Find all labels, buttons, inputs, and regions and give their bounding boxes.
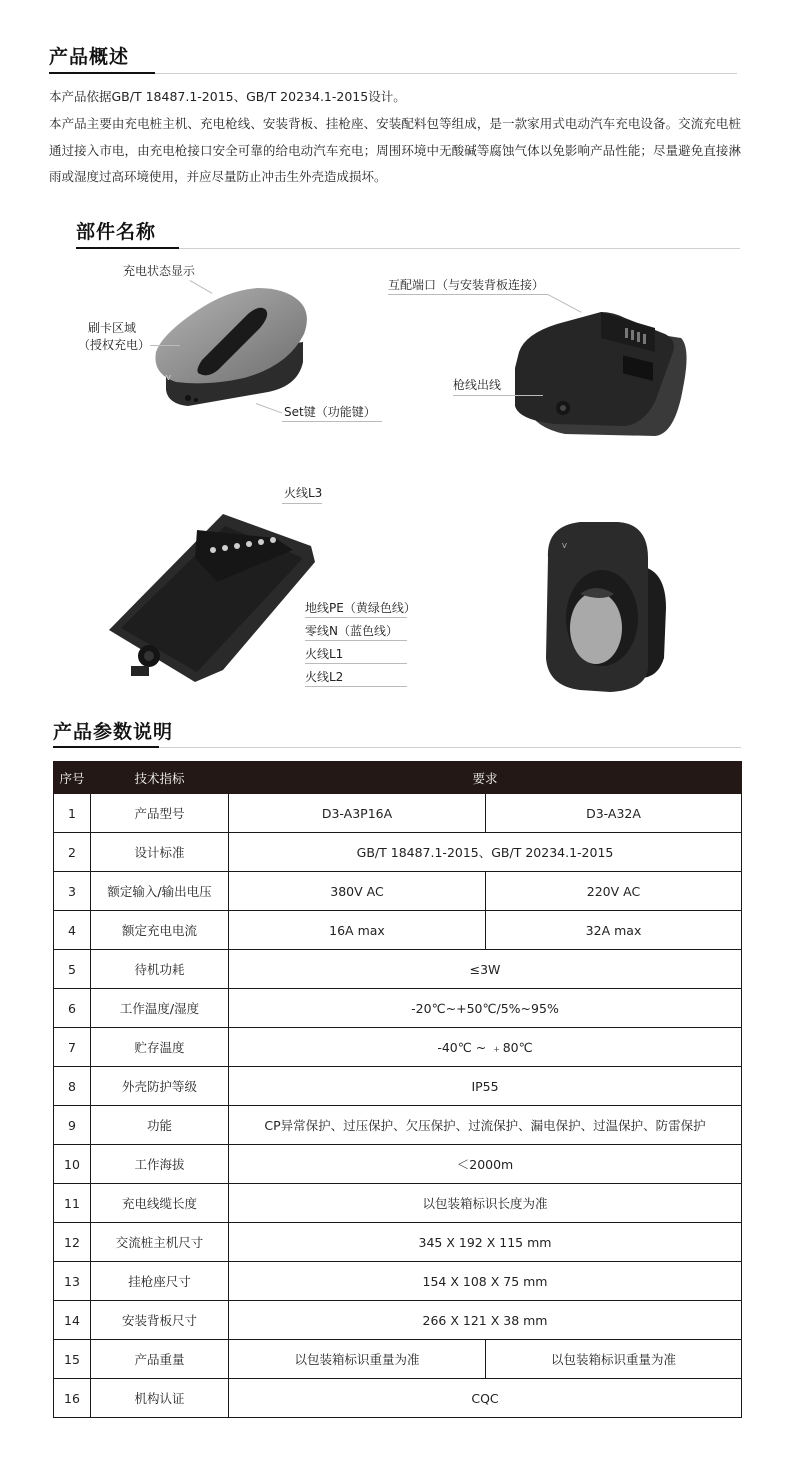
cell-value-b: 以包装箱标识重量为准 [486, 1340, 742, 1379]
cell-value-b: 220V AC [486, 872, 742, 911]
cell-value: -20℃~+50℃/5%~95% [229, 989, 742, 1028]
leader-cable-out [453, 395, 543, 396]
table-row [54, 911, 742, 950]
overview-paragraph-2: 本产品主要由充电桩主机、充电枪线、安装背板、挂枪座、安装配料包等组成，是一款家用式电动汽车充电设备。交流充电桩通过接入市电，由充电枪接口安全可靠的给电动汽车充电；周围环境中无酸碱等腐蚀气体以免影响产品性能；尽量避免直接淋雨或湿度过高环境使用，并应尽量防止冲击生外壳造成损坏。 [49, 116, 741, 184]
label-ground-pe: 地线PE（黄绿色线） [305, 601, 416, 615]
cell-value: 345 X 192 X 115 mm [229, 1223, 742, 1262]
header-no: 序号 [54, 762, 91, 794]
header-requirement: 要求 [229, 762, 742, 794]
cell-no: 13 [54, 1262, 91, 1301]
cell-value-a: D3-A3P16A [229, 794, 486, 833]
cell-spec: 产品重量 [91, 1340, 229, 1379]
table-row [54, 1184, 742, 1223]
leader-neutral-n [305, 640, 407, 641]
cell-value-a: 16A max [229, 911, 486, 950]
cell-value: CQC [229, 1379, 742, 1418]
cell-spec: 工作海拔 [91, 1145, 229, 1184]
table-row [54, 1067, 742, 1106]
params-table-header [54, 762, 742, 794]
params-title: 产品参数说明 [53, 721, 174, 743]
params-table [53, 761, 742, 1418]
cell-value-b: 32A max [486, 911, 742, 950]
cell-no: 2 [54, 833, 91, 872]
cell-value: 266 X 121 X 38 mm [229, 1301, 742, 1340]
cell-value-a: 380V AC [229, 872, 486, 911]
cell-no: 1 [54, 794, 91, 833]
mounting-backplate-image [505, 298, 693, 440]
table-row [54, 1223, 742, 1262]
cell-value: -40℃ ~ ﹢80℃ [229, 1028, 742, 1067]
logo-mark-main: V [166, 374, 171, 382]
logo-mark-holder: V [562, 542, 567, 550]
cell-value: ≤3W [229, 950, 742, 989]
leader-live-l3 [282, 503, 322, 504]
leader-live-l1 [305, 663, 407, 664]
label-live-l1: 火线L1 [305, 647, 344, 661]
cell-no: 14 [54, 1301, 91, 1340]
label-neutral-n: 零线N（蓝色线） [305, 624, 398, 638]
label-live-l2: 火线L2 [305, 670, 344, 684]
table-row [54, 1340, 742, 1379]
cell-value-a: 以包装箱标识重量为准 [229, 1340, 486, 1379]
cell-no: 4 [54, 911, 91, 950]
cell-spec: 贮存温度 [91, 1028, 229, 1067]
cell-spec: 额定充电电流 [91, 911, 229, 950]
leader-mating-port [388, 294, 548, 295]
cell-spec: 外壳防护等级 [91, 1067, 229, 1106]
label-card-area-sub: （授权充电） [78, 338, 151, 352]
table-row [54, 1145, 742, 1184]
cell-spec: 额定输入/输出电压 [91, 872, 229, 911]
header-spec: 技术指标 [91, 762, 229, 794]
cell-spec: 挂枪座尺寸 [91, 1262, 229, 1301]
table-row [54, 1028, 742, 1067]
cell-no: 12 [54, 1223, 91, 1262]
terminal-block-image [105, 510, 320, 690]
cell-spec: 产品型号 [91, 794, 229, 833]
overview-paragraph-1: 本产品依据GB/T 18487.1-2015、GB/T 20234.1-2015设计。 [49, 89, 406, 104]
table-row [54, 1106, 742, 1145]
cell-value-b: D3-A32A [486, 794, 742, 833]
cell-no: 15 [54, 1340, 91, 1379]
cell-no: 11 [54, 1184, 91, 1223]
table-row [54, 1301, 742, 1340]
cell-value: 以包装箱标识长度为准 [229, 1184, 742, 1223]
cell-no: 3 [54, 872, 91, 911]
cell-no: 7 [54, 1028, 91, 1067]
cell-spec: 机构认证 [91, 1379, 229, 1418]
label-mating-port: 互配端口（与安装背板连接） [388, 278, 545, 292]
table-row [54, 833, 742, 872]
cell-spec: 待机功耗 [91, 950, 229, 989]
table-row [54, 794, 742, 833]
cell-no: 10 [54, 1145, 91, 1184]
table-row [54, 1379, 742, 1418]
params-title-underline [53, 746, 159, 748]
gun-holder-image [540, 518, 670, 694]
cell-spec: 功能 [91, 1106, 229, 1145]
table-row [54, 872, 742, 911]
cell-value: IP55 [229, 1067, 742, 1106]
leader-ground-pe [305, 617, 407, 618]
table-row [54, 1262, 742, 1301]
cell-spec: 安装背板尺寸 [91, 1301, 229, 1340]
cell-no: 5 [54, 950, 91, 989]
cell-no: 6 [54, 989, 91, 1028]
cell-spec: 交流桩主机尺寸 [91, 1223, 229, 1262]
cell-spec: 工作温度/湿度 [91, 989, 229, 1028]
table-row [54, 950, 742, 989]
label-set-key: Set键（功能键） [284, 405, 376, 419]
leader-live-l2 [305, 686, 407, 687]
cell-no: 9 [54, 1106, 91, 1145]
label-live-l3: 火线L3 [284, 486, 323, 500]
cell-value: 154 X 108 X 75 mm [229, 1262, 742, 1301]
cell-value: GB/T 18487.1-2015、GB/T 20234.1-2015 [229, 833, 742, 872]
cell-no: 16 [54, 1379, 91, 1418]
cell-value: CP异常保护、过压保护、欠压保护、过流保护、漏电保护、过温保护、防雷保护 [229, 1106, 742, 1145]
cell-spec: 充电线缆长度 [91, 1184, 229, 1223]
charger-main-unit-image [148, 282, 318, 422]
cell-value: ＜2000m [229, 1145, 742, 1184]
table-row [54, 989, 742, 1028]
parts-title: 部件名称 [76, 221, 157, 243]
leader-set-key-under [282, 421, 382, 422]
cell-spec: 设计标准 [91, 833, 229, 872]
label-charge-status: 充电状态显示 [123, 264, 196, 278]
cell-no: 8 [54, 1067, 91, 1106]
parts-title-underline [76, 247, 179, 249]
leader-card-area [150, 345, 180, 346]
overview-title: 产品概述 [49, 46, 130, 68]
overview-title-underline [49, 72, 155, 74]
label-card-area: 刷卡区域 [88, 321, 137, 335]
label-cable-out: 枪线出线 [453, 378, 502, 392]
